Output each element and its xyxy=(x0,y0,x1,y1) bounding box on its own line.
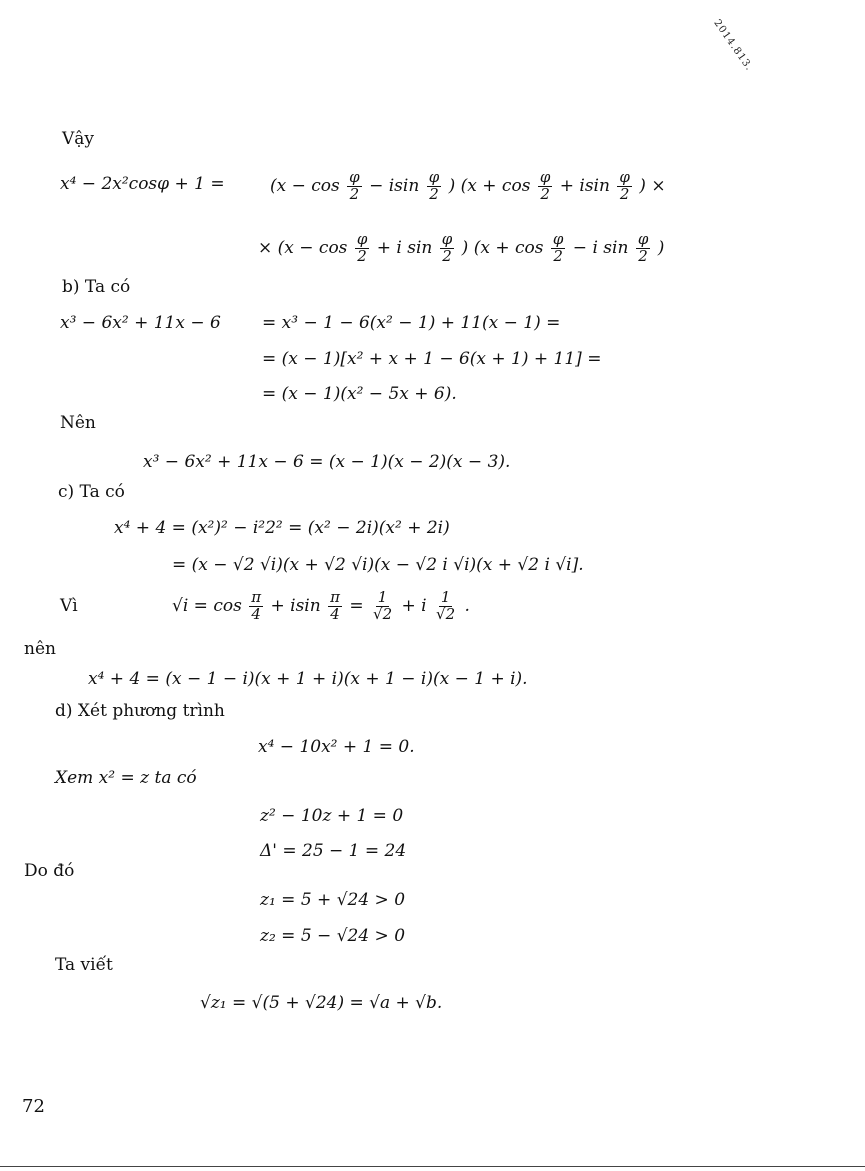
frac-phi-2: $\frac{\varphi}{2}$ xyxy=(349,168,360,203)
label-vay: Vậy xyxy=(62,129,95,149)
a1-end: ) × xyxy=(639,175,666,196)
eq-c4: x⁴ + 4 = (x − 1 − i)(x + 1 + i)(x + 1 − i)(x − 1 + i). xyxy=(88,669,528,689)
a2-factor2: ) (x + cos xyxy=(461,237,544,258)
c3-eq: = xyxy=(349,595,364,616)
label-ta-viet: Ta viết xyxy=(55,955,113,975)
a1-factor1: (x − cos xyxy=(270,175,340,196)
page-bottom-rule xyxy=(0,1166,865,1167)
page-number: 72 xyxy=(22,1096,45,1117)
frac-phi-2: $\frac{\varphi}{2}$ xyxy=(539,168,551,203)
eq-b1-lhs: x³ − 6x² + 11x − 6 xyxy=(60,313,221,333)
a1-factor1b: − isin xyxy=(369,175,420,196)
eq-d5: z₂ = 5 − √24 > 0 xyxy=(260,926,406,946)
frac-phi-2: $\frac{\varphi}{2}$ xyxy=(428,168,440,203)
label-nen: Nên xyxy=(60,413,96,433)
frac-1-sqrt2: $\frac{1}{√2}$ xyxy=(436,588,456,623)
a2-factor1: × (x − cos xyxy=(258,237,348,258)
eq-d4: z₁ = 5 + √24 > 0 xyxy=(260,890,406,910)
frac-phi-2: $\frac{\varphi}{2}$ xyxy=(637,230,649,265)
eq-b4: x³ − 6x² + 11x − 6 = (x − 1)(x − 2)(x − 3). xyxy=(143,452,511,472)
eq-c2: = (x − √2 √i)(x + √2 √i)(x − √2 i √i)(x + √2 i √i]. xyxy=(172,555,584,575)
label-do-do: Do đó xyxy=(24,861,75,881)
a1-factor2b: + isin xyxy=(559,175,610,196)
eq-b2-rhs: = (x − 1)[x² + x + 1 − 6(x + 1) + 11] = xyxy=(262,349,602,369)
eq-b3-rhs: = (x − 1)(x² − 5x + 6). xyxy=(262,384,457,404)
eq-c3 xyxy=(172,590,470,623)
eq-a1-rhs xyxy=(270,170,666,203)
library-stamp: 2014.813. xyxy=(711,17,755,74)
eq-b1-rhs: = x³ − 1 − 6(x² − 1) + 11(x − 1) = xyxy=(262,313,561,333)
eq-d6: √z₁ = √(5 + √24) = √a + √b. xyxy=(200,993,443,1013)
frac-1-sqrt2: $\frac{1}{√2}$ xyxy=(373,588,393,623)
c3-lhs: √i = cos xyxy=(172,595,242,616)
eq-d1: x⁴ − 10x² + 1 = 0. xyxy=(258,737,415,757)
a1-factor2: ) (x + cos xyxy=(448,175,531,196)
frac-phi-2: $\frac{\varphi}{2}$ xyxy=(619,168,630,203)
frac-phi-2: $\frac{\varphi}{2}$ xyxy=(552,230,564,265)
frac-pi-4: $\frac{\pi}{4}$ xyxy=(251,588,262,623)
label-xem: Xem x² = z ta có xyxy=(55,768,197,788)
c3-dot: . xyxy=(464,595,470,616)
c3-plus: + i xyxy=(401,595,427,616)
eq-a2 xyxy=(258,232,664,265)
section-c-heading: c) Ta có xyxy=(58,482,125,502)
c3-mid: + isin xyxy=(270,595,321,616)
frac-phi-2: $\frac{\varphi}{2}$ xyxy=(441,230,453,265)
eq-a1-lhs: x⁴ − 2x²cosφ + 1 = xyxy=(60,174,225,194)
a2-factor1b: + i sin xyxy=(376,237,433,258)
a2-end: ) xyxy=(657,237,665,258)
section-b-heading: b) Ta có xyxy=(62,277,131,297)
frac-phi-2: $\frac{\varphi}{2}$ xyxy=(356,230,368,265)
a2-factor2b: − i sin xyxy=(572,237,629,258)
label-vi: Vì xyxy=(60,596,78,616)
label-nen-2: nên xyxy=(24,639,56,659)
section-d-heading: d) Xét phương trình xyxy=(55,701,225,721)
frac-pi-4: $\frac{\pi}{4}$ xyxy=(330,588,340,623)
eq-c1: x⁴ + 4 = (x²)² − i²2² = (x² − 2i)(x² + 2i) xyxy=(114,518,450,538)
eq-d3: Δ' = 25 − 1 = 24 xyxy=(260,841,407,861)
eq-d2: z² − 10z + 1 = 0 xyxy=(260,806,404,826)
